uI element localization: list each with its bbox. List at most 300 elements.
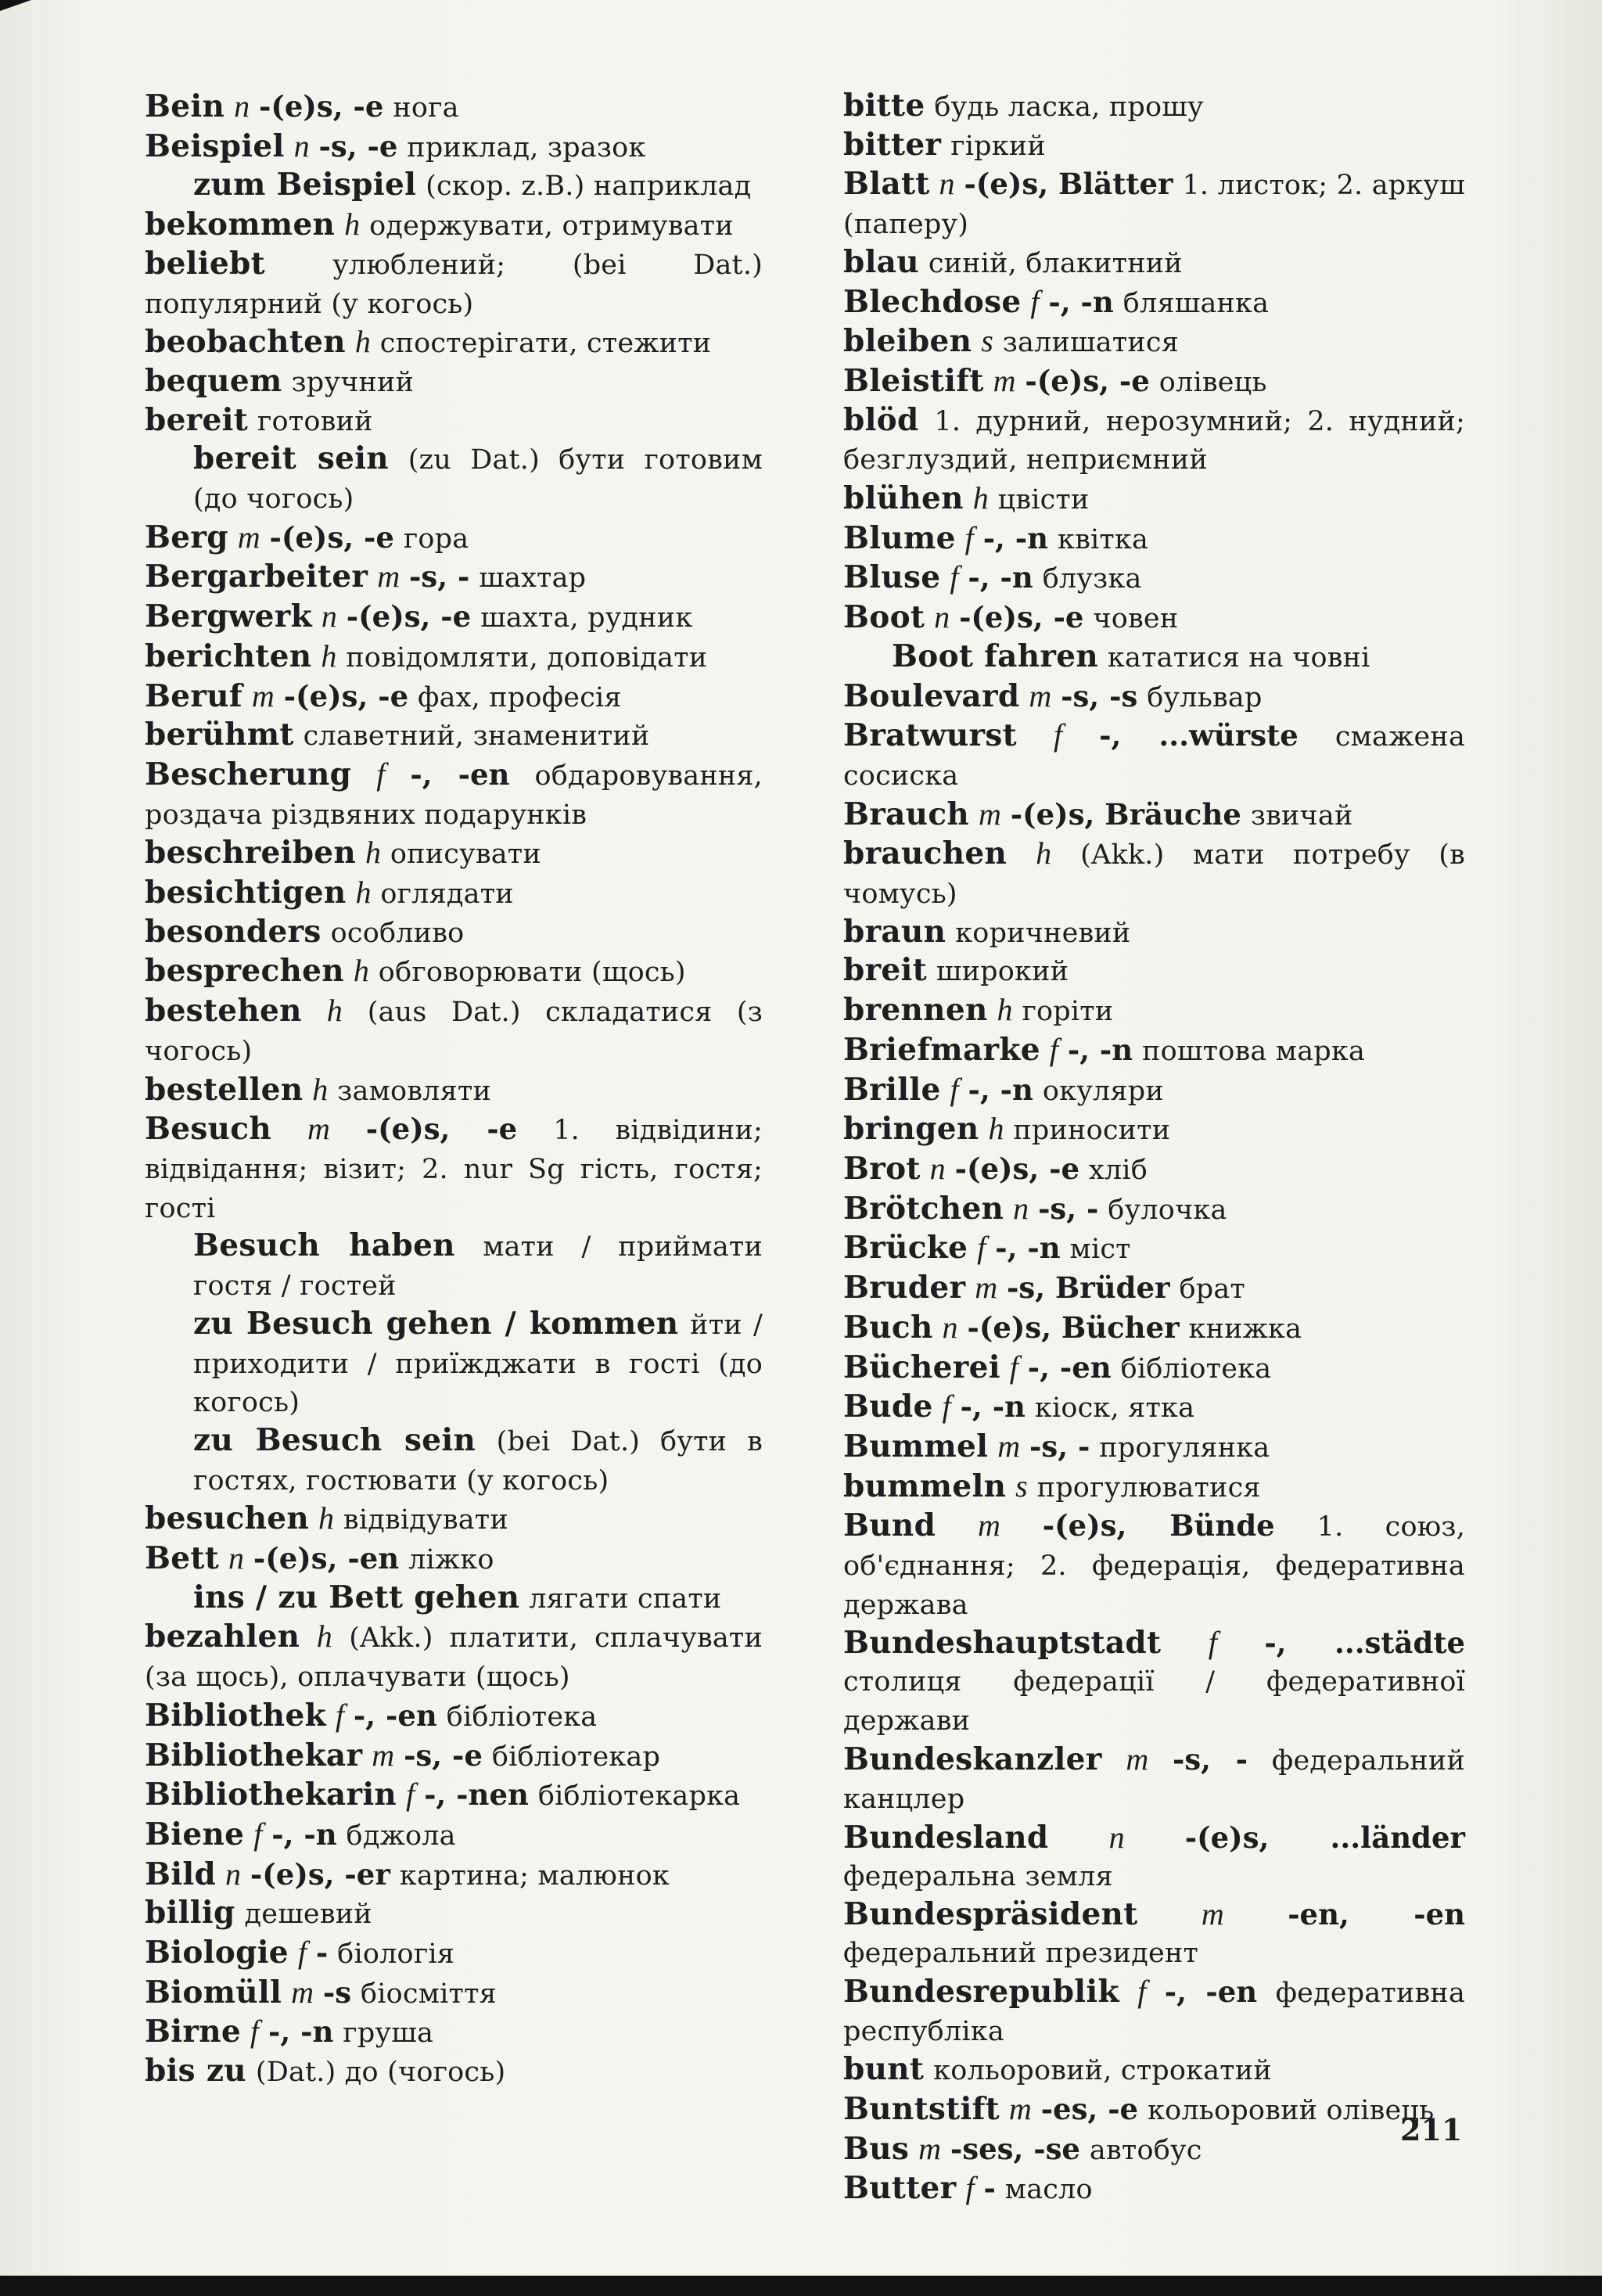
entry-headword: breit [843, 952, 927, 989]
dictionary-entry [843, 1269, 1465, 1309]
entry-translation: 1. листок; 2. аркуш (паперу) [843, 170, 1465, 241]
dictionary-entry [145, 1856, 763, 1895]
entry-headword: Brille [843, 1071, 941, 1108]
entry-headword: Blechdose [843, 283, 1022, 320]
entry-translation: бляшанка [1122, 287, 1270, 319]
entry-translation: масло [1004, 2174, 1093, 2206]
entry-headword: Bund [843, 1507, 936, 1544]
entry-translation: широкий [936, 956, 1069, 988]
dictionary-entry [145, 914, 763, 953]
entry-forms: -(e)s, -e [954, 1151, 1079, 1186]
entry-headword: Boulevard [843, 677, 1020, 714]
entry-translation: гора [403, 523, 469, 555]
entry-grammar: f [250, 2014, 260, 2050]
entry-grammar: f [965, 2170, 975, 2206]
entry-translation: федеральна земля [843, 1860, 1113, 1892]
entry-headword: Bundeshauptstadt [843, 1625, 1162, 1662]
entry-translation: поштова марка [1142, 1035, 1366, 1067]
entry-grammar: n [234, 88, 250, 124]
entry-translation: квітка [1058, 523, 1149, 555]
entry-grammar: f [376, 756, 386, 792]
dictionary-entry [145, 1110, 763, 1227]
entry-forms: -ses, -se [950, 2131, 1080, 2166]
entry-grammar: m [1201, 1896, 1224, 1932]
entry-headword: Bild [145, 1856, 217, 1892]
entry-translation: шахта, рудник [480, 602, 693, 634]
entry-translation: будь ласка, прошу [934, 92, 1204, 123]
entry-headword: Bundespräsident [843, 1896, 1138, 1933]
entry-headword: bitter [843, 126, 942, 163]
entry-translation: оглядати [380, 879, 514, 911]
entry-translation: кіоск, ятка [1034, 1392, 1195, 1425]
dictionary-entry [843, 1741, 1465, 1819]
entry-forms: -s, -e [404, 1737, 483, 1773]
dictionary-entry [145, 1934, 763, 1974]
entry-translation: бібліотекар [491, 1741, 661, 1773]
entry-grammar: f [1049, 1031, 1058, 1067]
entry-headword: Briefmarke [843, 1031, 1040, 1068]
entry-headword: Bruder [843, 1270, 966, 1306]
dictionary-entry [843, 244, 1465, 283]
entry-translation: (Akk.) мати потребу (в чомусь) [843, 839, 1466, 911]
entry-grammar: f [297, 1935, 307, 1971]
entry-translation: обговорювати (щось) [378, 957, 686, 989]
entry-forms: -, -en [1027, 1349, 1112, 1385]
entry-translation: славетний, знаменитий [303, 720, 650, 753]
entry-headword: Bergwerk [145, 598, 312, 635]
entry-headword: Bluse [843, 559, 941, 596]
entry-translation: столиця федерації / федеративної держави [843, 1666, 1465, 1737]
entry-translation: 1. дурний, нерозумний; 2. нудний; безглуздий, неприємний [843, 405, 1465, 476]
entry-headword: Bibliothekar [145, 1737, 363, 1773]
entry-translation: ліжко [408, 1544, 494, 1576]
dictionary-entry [843, 1895, 1465, 1972]
entry-grammar: s [1015, 1468, 1028, 1504]
entry-translation: описувати [390, 839, 541, 871]
entry-grammar: m [1126, 1741, 1149, 1777]
entry-translation: цвісти [997, 484, 1090, 516]
dictionary-entry [145, 1540, 763, 1579]
dictionary-entry [843, 1624, 1465, 1740]
entry-forms: -(e)s, -e [959, 600, 1084, 635]
entry-grammar: h [312, 1071, 329, 1107]
entry-forms: - [315, 1935, 329, 1971]
entry-forms: -, -n [995, 1231, 1061, 1266]
entry-translation: улюблений; (bei Dat.) популярний (у когось) [145, 249, 763, 320]
entry-forms: -, -n [982, 520, 1049, 555]
entry-headword: Bus [843, 2130, 910, 2167]
dictionary-entry [843, 165, 1465, 243]
dictionary-entry [843, 1150, 1465, 1190]
subentry-phrase: bereit sein [193, 440, 389, 477]
dictionary-subentry [145, 1422, 763, 1500]
subentry-translation: (bei Dat.) бути в гостях, гостювати (у когось) [193, 1425, 763, 1497]
entry-translation: бібліотека [1120, 1353, 1272, 1385]
entry-forms: -, ...städte [1264, 1626, 1465, 1661]
entry-grammar: h [355, 875, 372, 911]
entry-grammar: h [316, 1619, 332, 1655]
entry-grammar: m [291, 1974, 314, 2010]
entry-forms: -, ...würste [1099, 718, 1298, 753]
entry-forms: -(e)s, Bräuche [1010, 796, 1241, 832]
subentry-phrase: ins / zu Bett gehen [193, 1579, 520, 1615]
entry-forms: -(e)s, -e [365, 1112, 518, 1147]
entry-headword: Bergarbeiter [145, 559, 368, 595]
dictionary-entry [843, 322, 1465, 362]
entry-headword: braun [843, 913, 946, 950]
entry-translation: (Akk.) платити, сплачувати (за щось), оплачувати (щось) [145, 1622, 763, 1694]
entry-headword: Bundeskanzler [843, 1741, 1102, 1777]
entry-grammar: n [939, 166, 955, 202]
entry-headword: berichten [145, 638, 312, 674]
entry-headword: Brot [843, 1150, 921, 1187]
entry-headword: blöd [843, 401, 919, 438]
dictionary-entry [145, 1816, 763, 1856]
entry-headword: beobachten [145, 324, 346, 361]
dictionary-entry [843, 1110, 1465, 1150]
entry-translation: біосміття [361, 1978, 497, 2010]
dictionary-entry [843, 677, 1465, 717]
dictionary-entry [843, 480, 1465, 519]
dictionary-entry [843, 717, 1465, 795]
entry-headword: Bücherei [843, 1349, 1000, 1385]
entry-grammar: f [950, 1071, 959, 1107]
entry-headword: bleiben [843, 323, 972, 360]
subentry-translation: (скор. z.B.) наприклад [426, 171, 752, 203]
dictionary-subentry [145, 1579, 763, 1619]
dictionary-entry [843, 1973, 1465, 2051]
entry-forms: -s, -e [318, 128, 398, 163]
entry-headword: bummeln [843, 1468, 1007, 1504]
dictionary-entry [145, 756, 763, 834]
entry-grammar: f [964, 519, 974, 555]
entry-forms: -, -n [1048, 284, 1114, 319]
dictionary-entry [145, 677, 763, 717]
entry-translation: зручний [291, 366, 415, 398]
entry-forms: -(e)s, -e [346, 599, 472, 634]
dictionary-entry [843, 1031, 1465, 1071]
dictionary-entry [843, 88, 1465, 127]
entry-headword: bringen [843, 1111, 979, 1148]
entry-headword: besonders [145, 913, 321, 950]
entry-translation: приносити [1013, 1115, 1171, 1147]
dictionary-subentry [843, 638, 1465, 677]
entry-translation: бібліотека [446, 1701, 598, 1733]
dictionary-entry [145, 717, 763, 756]
entry-grammar: n [293, 128, 310, 163]
entry-grammar: n [321, 598, 337, 634]
entry-forms: -, -n [968, 560, 1033, 595]
entry-translation: одержувати, отримувати [369, 210, 734, 243]
entry-grammar: f [1030, 283, 1040, 319]
entry-grammar: h [321, 638, 337, 674]
entry-grammar: h [365, 835, 381, 871]
entry-headword: beliebt [145, 245, 265, 282]
dictionary-entry [145, 206, 763, 246]
entry-headword: bestehen [145, 993, 302, 1029]
entry-grammar: m [975, 1270, 998, 1306]
subentry-translation: йти / приходити / приїжджати в гості (до когось) [193, 1309, 763, 1419]
entry-headword: Blatt [843, 166, 930, 203]
entry-translation: приклад, зразок [407, 131, 646, 163]
dictionary-entry [843, 796, 1465, 835]
entry-grammar: h [988, 1111, 1004, 1147]
entry-translation: книжка [1188, 1313, 1302, 1345]
entry-headword: Biomüll [145, 1974, 282, 2010]
entry-translation: нога [393, 92, 459, 124]
entry-translation: спостерігати, стежити [379, 328, 712, 360]
entry-forms: -en, -en [1288, 1897, 1466, 1932]
corner-mark [0, 0, 31, 11]
dictionary-entry [843, 2051, 1465, 2090]
entry-translation: гіркий [950, 130, 1046, 162]
dictionary-entry [843, 835, 1465, 913]
dictionary-entry [843, 127, 1465, 166]
entry-forms: -(e)s, -en [253, 1541, 400, 1576]
entry-forms: -, -n [968, 1072, 1033, 1107]
entry-headword: blühen [843, 480, 964, 517]
entry-forms: -(e)s, -e [283, 678, 409, 713]
entry-grammar: h [997, 992, 1013, 1028]
entry-headword: bestellen [145, 1071, 304, 1108]
entry-translation: обдаровування, роздача різдвяних подарунків [145, 760, 763, 831]
subentry-phrase: zu Besuch sein [193, 1421, 476, 1458]
entry-headword: Bein [145, 88, 225, 124]
entry-headword: besprechen [145, 953, 344, 990]
entry-headword: bekommen [145, 207, 336, 243]
dictionary-entry [145, 1697, 763, 1737]
entry-translation: бджола [346, 1820, 456, 1852]
dictionary-entry [843, 1190, 1465, 1230]
dictionary-entry [145, 1895, 763, 1934]
entry-grammar: f [1009, 1349, 1018, 1385]
entry-forms: -, -en [1164, 1974, 1258, 2009]
page-number: 211 [1400, 2112, 1463, 2147]
entry-translation: бульвар [1147, 681, 1263, 713]
entry-headword: Bummel [843, 1428, 989, 1464]
entry-headword: Besuch [145, 1111, 271, 1148]
entry-headword: Biene [145, 1816, 245, 1852]
entry-translation: смажена сосиска [843, 721, 1466, 792]
dictionary-entry [145, 992, 763, 1070]
dictionary-subentry [145, 1227, 763, 1305]
entry-grammar: n [1108, 1819, 1125, 1855]
entry-translation: коричневий [955, 917, 1131, 949]
entry-headword: besichtigen [145, 875, 347, 911]
entry-translation: прогулянка [1099, 1432, 1270, 1464]
dictionary-entry [843, 1349, 1465, 1389]
entry-translation: залишатися [1002, 327, 1179, 359]
entry-grammar: n [942, 1309, 958, 1345]
entry-forms: -s, -s [1061, 678, 1138, 713]
entry-translation: (aus Dat.) складатися (з чогось) [145, 997, 763, 1067]
entry-translation: шахтар [479, 562, 587, 595]
dictionary-entry [843, 1819, 1465, 1895]
entry-grammar: f [253, 1816, 263, 1852]
subentry-translation: кататися на човні [1107, 641, 1370, 674]
dictionary-entry [843, 2130, 1465, 2170]
entry-grammar: m [978, 1507, 1000, 1543]
entry-translation: брат [1179, 1274, 1245, 1306]
entry-grammar: m [978, 796, 1001, 832]
entry-grammar: m [918, 2130, 941, 2166]
entry-forms: -(e)s, -e [1025, 363, 1150, 398]
dictionary-subentry [145, 167, 763, 206]
left-column [145, 88, 763, 2092]
entry-grammar: n [929, 1150, 946, 1186]
dictionary-entry [145, 2013, 763, 2053]
dictionary-entry [145, 952, 763, 992]
entry-headword: Boot [843, 599, 925, 636]
entry-grammar: h [972, 480, 989, 516]
entry-grammar: f [950, 559, 959, 595]
entry-translation: 1. відвідини; відвідання; візит; 2. nur Sg гість, гостя; гості [145, 1115, 763, 1224]
dictionary-entry [145, 1776, 763, 1816]
entry-grammar: h [318, 1500, 334, 1536]
entry-grammar: f [1054, 717, 1063, 753]
entry-grammar: f [1137, 1973, 1147, 2009]
entry-grammar: m [372, 1737, 395, 1773]
entry-headword: Bett [145, 1540, 220, 1577]
subentry-phrase: zu Besuch gehen / kommen [193, 1305, 679, 1342]
dictionary-entry [843, 559, 1465, 598]
dictionary-entry [843, 598, 1465, 638]
entry-headword: Bratwurst [843, 717, 1017, 754]
entry-forms: -, -en [353, 1698, 437, 1733]
entry-grammar: m [1029, 677, 1052, 713]
dictionary-entry [843, 952, 1465, 991]
dictionary-entry [843, 2090, 1465, 2130]
entry-forms: -, -nen [424, 1777, 529, 1813]
entry-grammar: m [251, 677, 275, 713]
entry-forms: -s, - [409, 559, 470, 595]
entry-headword: blau [843, 243, 919, 280]
bottom-band [0, 2276, 1602, 2296]
entry-forms: -s, - [1172, 1741, 1248, 1777]
entry-forms: -, -n [268, 2014, 334, 2050]
entry-grammar: n [225, 1856, 241, 1892]
dictionary-entry [145, 323, 763, 363]
entry-grammar: h [344, 207, 361, 243]
subentry-phrase: Boot fahren [892, 638, 1098, 674]
entry-headword: Birne [145, 2014, 241, 2050]
dictionary-entry [145, 88, 763, 128]
entry-headword: Bleistift [843, 362, 984, 399]
entry-translation: блузка [1042, 563, 1142, 595]
entry-translation: 1. союз, об'єднання; 2. федерація, федеративна держава [843, 1511, 1466, 1621]
entry-forms: -, -n [271, 1816, 337, 1852]
dictionary-entry [145, 1500, 763, 1540]
dictionary-entry [843, 991, 1465, 1031]
entry-translation: олівець [1158, 366, 1267, 398]
entry-headword: Berg [145, 519, 228, 555]
dictionary-entry [843, 914, 1465, 953]
dictionary-subentry [145, 1306, 763, 1422]
entry-headword: Bude [843, 1389, 933, 1425]
dictionary-entry [843, 362, 1465, 402]
entry-translation: відвідувати [343, 1504, 508, 1536]
dictionary-entry [843, 1468, 1465, 1507]
dictionary-entry [843, 283, 1465, 323]
dictionary-entry [145, 638, 763, 677]
dictionary-entry [145, 402, 763, 441]
entry-grammar: h [354, 324, 371, 360]
entry-forms: -(e)s, ...länder [1184, 1820, 1466, 1855]
entry-headword: brauchen [843, 835, 1008, 872]
entry-translation: картина; малюнок [399, 1859, 670, 1892]
entry-forms: -s, - [1038, 1191, 1099, 1226]
entry-headword: Bundesrepublik [843, 1973, 1119, 2010]
dictionary-entry [843, 1507, 1465, 1624]
dictionary-entry [145, 128, 763, 167]
dictionary-entry [145, 1618, 763, 1696]
entry-forms: -(e)s, -er [250, 1856, 390, 1892]
dictionary-entry [843, 519, 1465, 559]
entry-translation: дешевий [244, 1899, 372, 1931]
entry-headword: Bibliothekarin [145, 1777, 397, 1813]
entry-headword: Buntstift [843, 2090, 1000, 2127]
entry-forms: -(e)s, -e [269, 519, 394, 555]
entry-translation: груша [343, 2018, 434, 2050]
dictionary-entry [843, 402, 1465, 480]
dictionary-entry [145, 1974, 763, 2014]
dictionary-entry [843, 1229, 1465, 1269]
dictionary-entry [145, 519, 763, 559]
entry-headword: Brauch [843, 796, 970, 832]
dictionary-entry [843, 1309, 1465, 1349]
entry-forms: -, -en [410, 756, 510, 792]
entry-forms: -s, - [1029, 1428, 1090, 1464]
entry-headword: bunt [843, 2051, 925, 2088]
entry-grammar: f [977, 1230, 986, 1266]
entry-forms: -(e)s, Bünde [1042, 1508, 1275, 1543]
entry-translation: особливо [330, 917, 465, 949]
entry-translation: повідомляти, доповідати [346, 641, 708, 674]
entry-translation: (Dat.) до (чогось) [255, 2057, 506, 2089]
entry-grammar: m [993, 362, 1016, 398]
entry-forms: -s [322, 1974, 352, 2010]
entry-grammar: m [307, 1111, 330, 1147]
entry-grammar: n [228, 1540, 244, 1576]
entry-grammar: f [1208, 1625, 1217, 1661]
entry-translation: федеральний канцлер [843, 1744, 1465, 1816]
entry-headword: Beruf [145, 677, 242, 714]
entry-headword: bequem [145, 362, 282, 399]
entry-headword: Blume [843, 519, 956, 556]
entry-forms: -(e)s, -e [259, 89, 384, 124]
entry-grammar: f [942, 1389, 951, 1425]
entry-grammar: m [377, 559, 400, 595]
entry-headword: billig [145, 1895, 235, 1931]
entry-headword: Bibliothek [145, 1697, 326, 1734]
entry-headword: bereit [145, 401, 249, 438]
entry-translation: звичай [1250, 799, 1353, 832]
entry-headword: bis zu [145, 2053, 246, 2089]
entry-forms: -s, Brüder [1007, 1270, 1170, 1306]
entry-grammar: s [981, 323, 993, 359]
entry-grammar: h [353, 953, 369, 989]
entry-grammar: m [237, 519, 260, 555]
dictionary-entry [145, 2053, 763, 2092]
entry-headword: Buch [843, 1309, 933, 1346]
entry-translation: кольоровий, строкатий [933, 2055, 1272, 2087]
entry-headword: Butter [843, 2170, 957, 2207]
entry-translation: човен [1093, 603, 1179, 635]
entry-headword: bezahlen [145, 1619, 300, 1655]
entry-translation: булочка [1108, 1194, 1227, 1226]
dictionary-entry [145, 558, 763, 598]
dictionary-entry [145, 363, 763, 402]
